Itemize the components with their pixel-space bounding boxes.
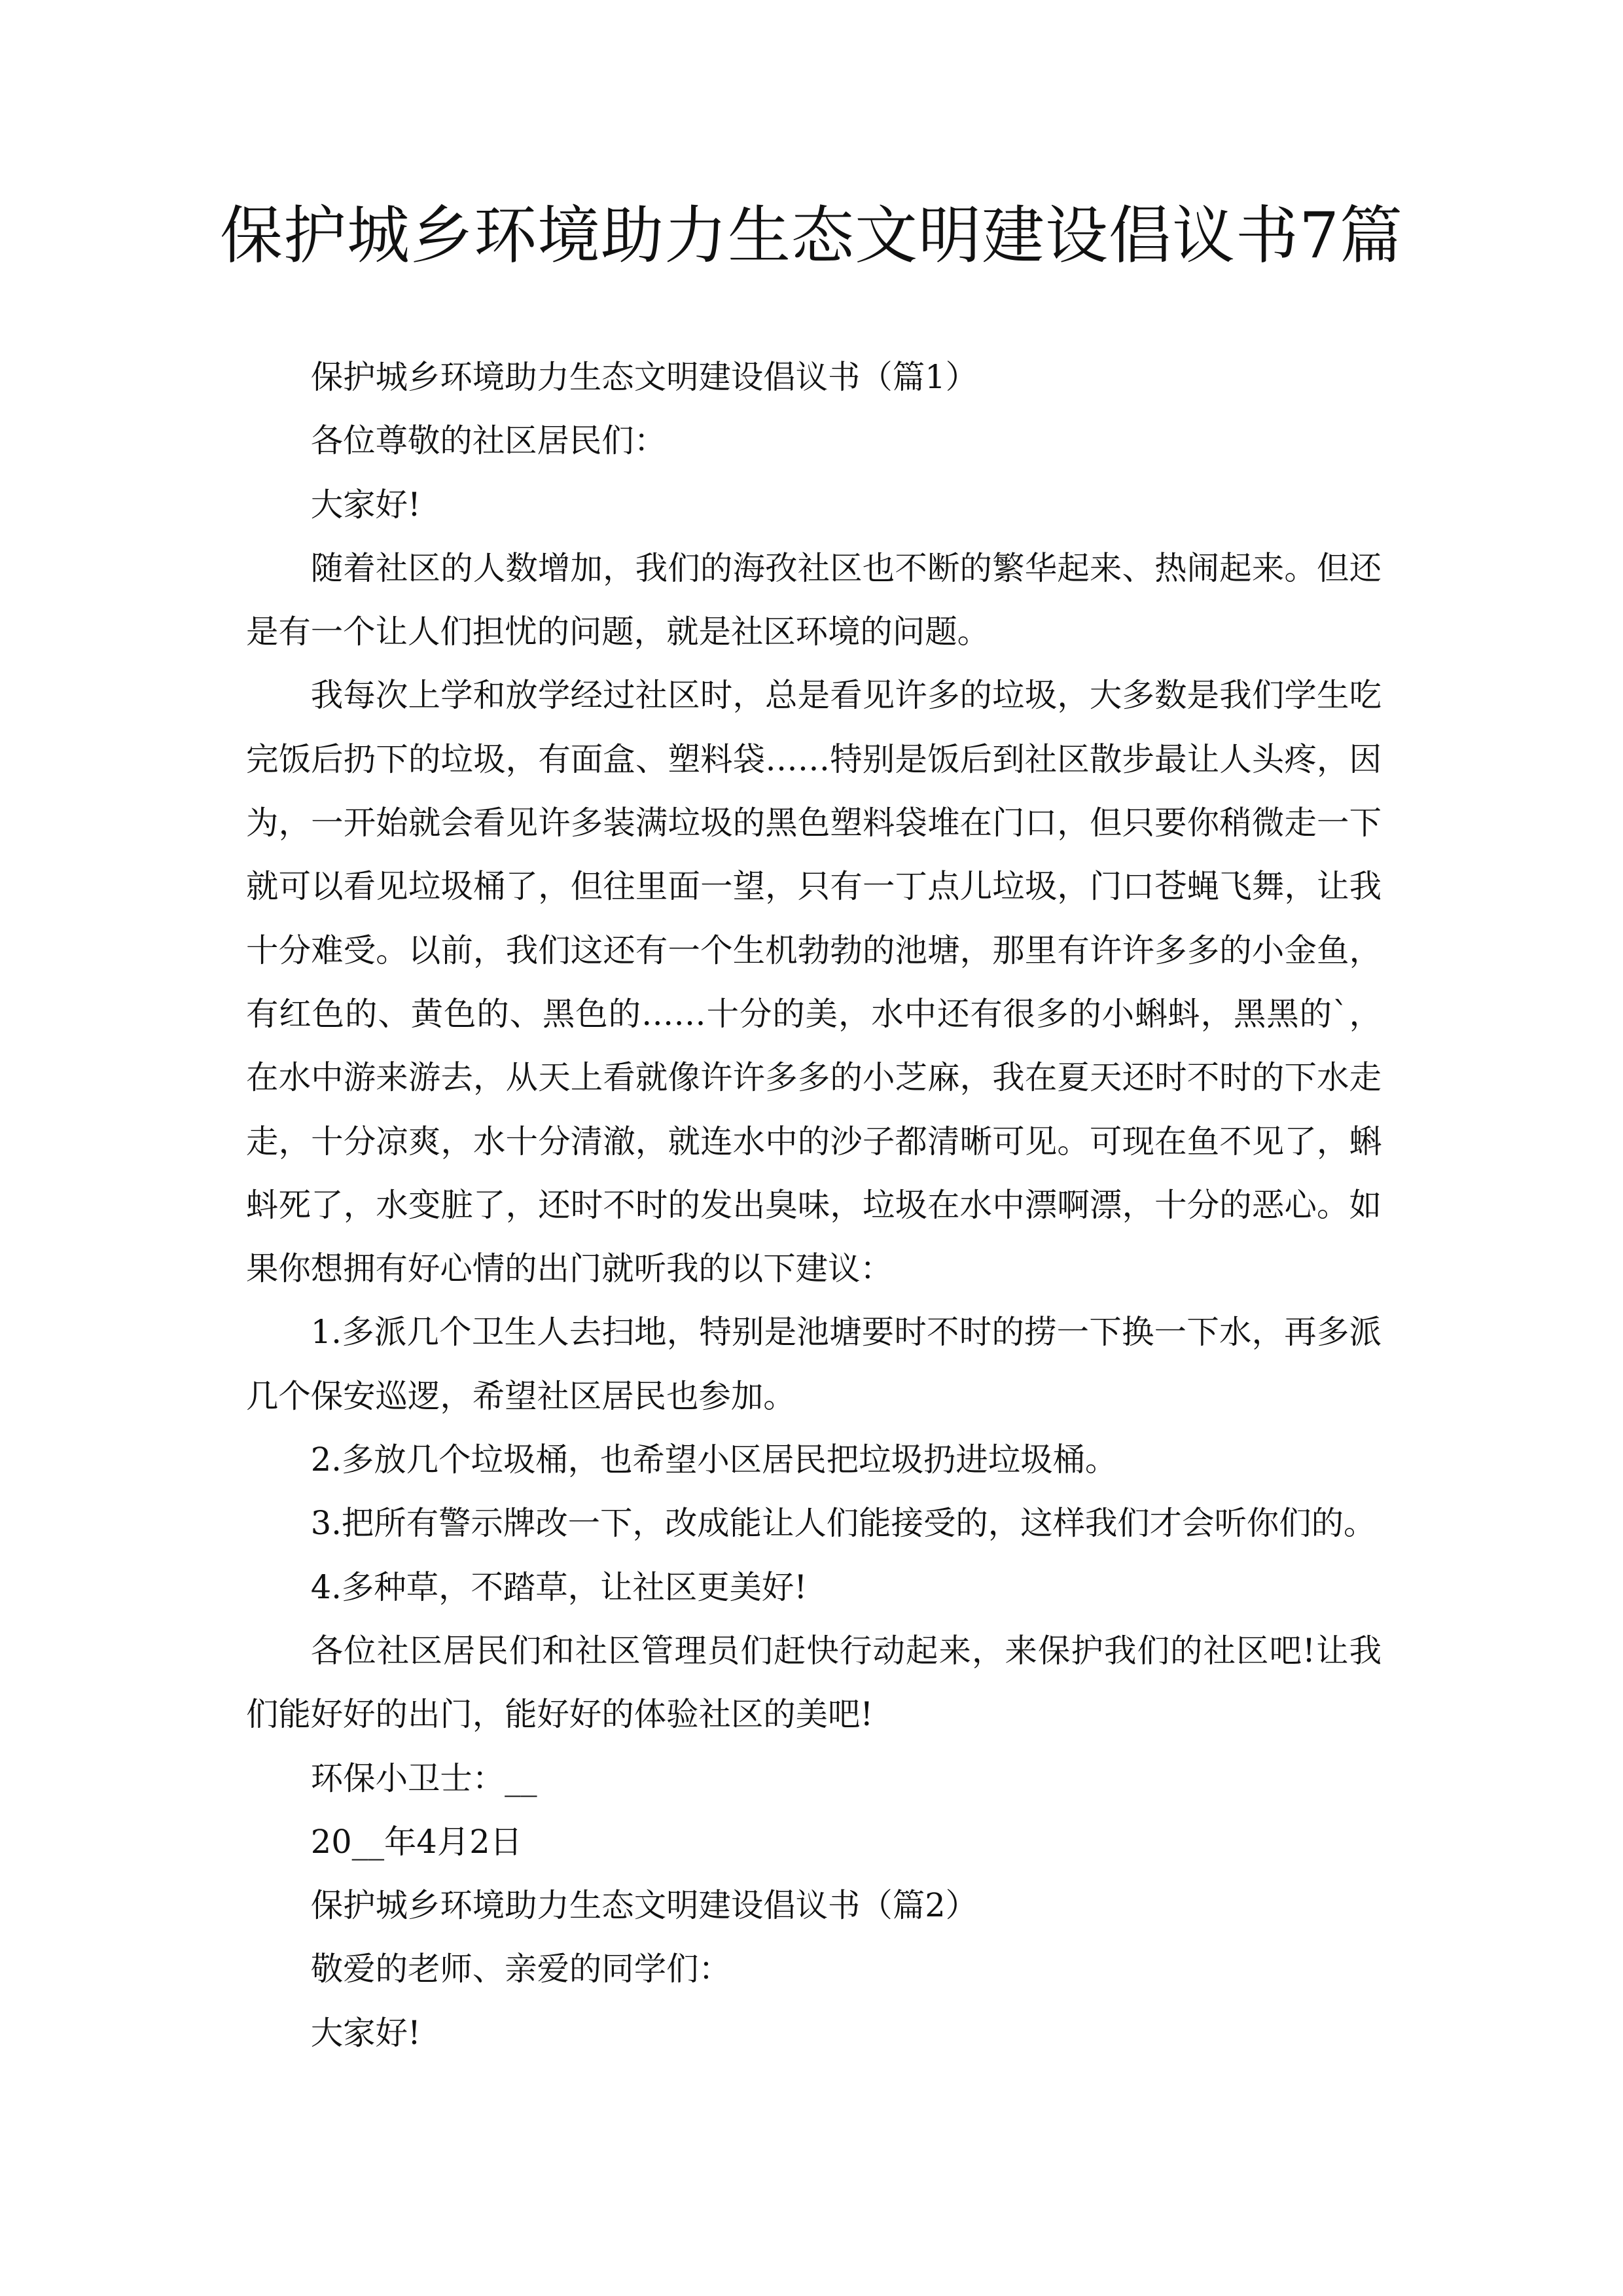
salutation: 各位尊敬的社区居民们： [310,422,667,460]
greeting: 大家好! [310,2013,421,2052]
document-body [246,346,1382,2065]
salutation: 敬爱的老师、亲爱的同学们： [310,1950,731,1988]
section-heading: 保护城乡环境助力生态文明建设倡议书（篇1） [310,358,978,396]
date: 20__年4月2日 [310,1822,523,1861]
document-title: 保护城乡环境助力生态文明建设倡议书7篇 [219,199,1404,272]
signature: 环保小卫士：__ [310,1759,537,1797]
greeting: 大家好! [310,485,421,524]
paragraph: 我每次上学和放学经过社区时，总是看见许多的垃圾，大多数是我们学生吃完饭后扔下的垃圾，有面盒、塑料袋……特别是饭后到社区散步最让人头疼，因为，一开始就会看见许多装满垃圾的黑色塑料袋堆在门口，但只要你稍微走一下就可以看见垃圾桶了，但往里面一望，只有一丁点儿垃圾，门口苍蝇飞舞，让我十分难受。以前，我们这还有一个生机勃勃的池塘，那里有许许多多的小金鱼，有红色的、黄色的、黑色的……十分的美，水中还有很多的小蝌蚪，黑黑的`，在水中游来游去，从天上看就像许许多多的小芝麻，我在夏天还时不时的下水走走，十分凉爽，水十分清澈，就连水中的沙子都清晰可见。可现在鱼不见了，蝌蚪死了，水变脏了，还时不时的发出臭味，垃圾在水中漂啊漂，十分的恶心。如果你想拥有好心情的出门就听我的以下建议： [246,676,1382,1288]
paragraph: 随着社区的人数增加，我们的海孜社区也不断的繁华起来、热闹起来。但还是有一个让人们担忧的问题，就是社区环境的问题。 [246,548,1382,651]
paragraph: 各位社区居民们和社区管理员们赶快行动起来，来保护我们的社区吧!让我们能好好的出门，能好好的体验社区的美吧! [246,1631,1382,1734]
list-item: 3.把所有警示牌改一下，改成能让人们能接受的，这样我们才会听你们的。 [310,1504,1376,1543]
list-item: 2.多放几个垃圾桶，也希望小区居民把垃圾扔进垃圾桶。 [310,1441,1118,1479]
section-heading: 保护城乡环境助力生态文明建设倡议书（篇2） [310,1886,978,1925]
list-item: 1.多派几个卫生人去扫地，特别是池塘要时不时的捞一下换一下水，再多派几个保安巡逻，希望社区居民也参加。 [246,1313,1382,1415]
list-item: 4.多种草，不踏草，让社区更美好! [310,1568,808,1606]
